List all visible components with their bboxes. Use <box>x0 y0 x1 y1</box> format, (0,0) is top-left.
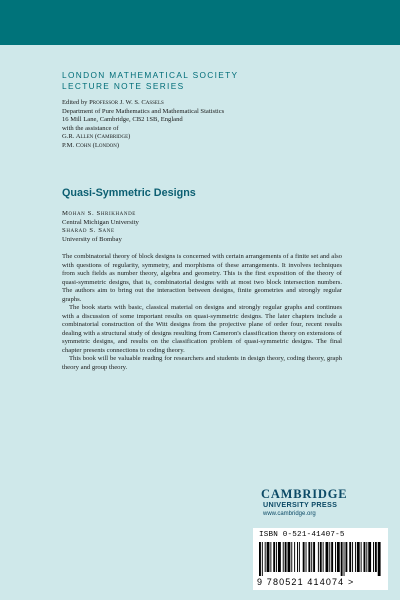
series-line-1: LONDON MATHEMATICAL SOCIETY <box>62 70 239 80</box>
barcode-bar <box>357 542 360 572</box>
barcode-bar <box>267 542 270 572</box>
editor-address: 16 Mill Lane, Cambridge, CB2 1SB, England <box>62 116 183 123</box>
barcode-number: 9 780521 414074 <box>257 577 345 587</box>
author-2-name: Sharad S. Sane <box>62 227 115 235</box>
barcode-bar <box>352 542 353 572</box>
description-paragraph-1: The combinatorial theory of block designs is concerned with certain arrangements of a finite set and also with questions of regularity, symmetry, and morphisms of these arrangements. It involves techniques from such fields as number theory, algebra and geometry. This is the first exposition of the theory of quasi-symmetric designs, that is, combinatorial designs with at most two block intersection numbers. The authors aim to bring out the interaction between designs, finite geometries and strongly regular graphs. <box>62 253 342 303</box>
barcode-bar <box>361 542 362 572</box>
editors-block <box>62 99 224 150</box>
barcode-suffix: > <box>347 577 355 587</box>
barcode-bar <box>318 542 319 572</box>
edited-by-line <box>62 99 224 108</box>
barcode-bar <box>368 542 371 572</box>
barcode-bar <box>355 542 356 572</box>
description-paragraph-2: The book starts with basic, classical material on designs and strongly regular graphs and continues with a discussion of some important results on quasi-symmetric designs. The later chapters include a combinatorial construction of the Witt designs from the projective plane of order four, recent results dealing with a structural study of designs resulting from Cameron's classification theory on extensions of symmetric designs, and results on the classification problem of quasi-symmetric designs. The final chapter presents connections to coding theory. <box>62 304 342 354</box>
book-title: Quasi-Symmetric Designs <box>62 187 196 199</box>
barcode-icon <box>257 542 384 576</box>
publisher-name: CAMBRIDGE <box>261 487 348 501</box>
barcode-digits <box>257 577 354 587</box>
barcode-bar <box>291 542 292 572</box>
barcode-bar <box>259 542 261 576</box>
barcode-bar <box>288 542 291 572</box>
barcode-bar <box>349 542 351 572</box>
barcode-bar <box>326 542 329 572</box>
barcode-bar <box>276 542 277 572</box>
barcode-bar <box>303 542 305 572</box>
description-paragraph-3: This book will be valuable reading for researchers and students in design theory, coding theory, graph theory and group theory. <box>62 355 342 371</box>
isbn-text: ISBN 0-521-41407-5 <box>259 531 345 539</box>
barcode-bar <box>306 542 307 572</box>
book-description <box>62 253 342 372</box>
barcode-bar <box>378 542 381 576</box>
edited-by-prefix: Edited by <box>62 99 90 106</box>
editor-department: Department of Pure Mathematics and Mathematical Statistics <box>62 107 225 115</box>
barcode-bar <box>329 542 330 572</box>
author-1-affiliation: Central Michigan University <box>62 218 139 226</box>
assistant-2: P.M. Cohn (London) <box>62 141 120 149</box>
barcode-bar <box>278 542 281 572</box>
author-1-name: Mohan S. Shrikhande <box>62 210 136 217</box>
barcode-bar <box>294 542 295 572</box>
barcode-bar <box>273 542 275 572</box>
barcode-bar <box>297 542 298 572</box>
barcode-bar <box>283 542 284 572</box>
publisher-logo <box>261 488 347 518</box>
barcode-bar <box>285 542 287 572</box>
barcode-bar <box>335 542 336 572</box>
barcode-bar <box>262 542 263 576</box>
barcode-bar <box>308 542 310 572</box>
barcode-bar <box>270 542 271 572</box>
barcode-bar <box>320 542 322 572</box>
barcode-bar <box>337 542 340 572</box>
barcode-bar <box>265 542 266 572</box>
barcode-bar <box>341 542 343 576</box>
barcode-bar <box>345 542 347 572</box>
top-color-band <box>0 0 400 45</box>
author-2-affiliation: University of Bombay <box>62 235 122 243</box>
barcode-bar <box>364 542 366 572</box>
editor-name: Professor J. W. S. Cassels <box>89 99 164 106</box>
barcode-bar <box>373 542 374 572</box>
authors-block <box>62 210 139 244</box>
barcode-bar <box>375 542 377 572</box>
assistant-1: G.R. Allen (Cambridge) <box>62 133 131 140</box>
barcode-bar <box>299 542 300 572</box>
series-line-2: LECTURE NOTE SERIES <box>62 81 185 91</box>
barcode-bar <box>366 542 367 572</box>
isbn-barcode-box <box>253 528 388 590</box>
barcode-bar <box>331 542 333 572</box>
barcode-bar <box>311 542 312 572</box>
barcode-bar <box>344 542 345 576</box>
publisher-url: www.cambridge.org <box>263 510 316 517</box>
publisher-press: UNIVERSITY PRESS <box>263 500 338 509</box>
barcode-bar <box>313 542 315 572</box>
barcode-bar <box>323 542 324 572</box>
series-title <box>62 70 238 92</box>
assistance-label: with the assistance of <box>62 124 119 132</box>
